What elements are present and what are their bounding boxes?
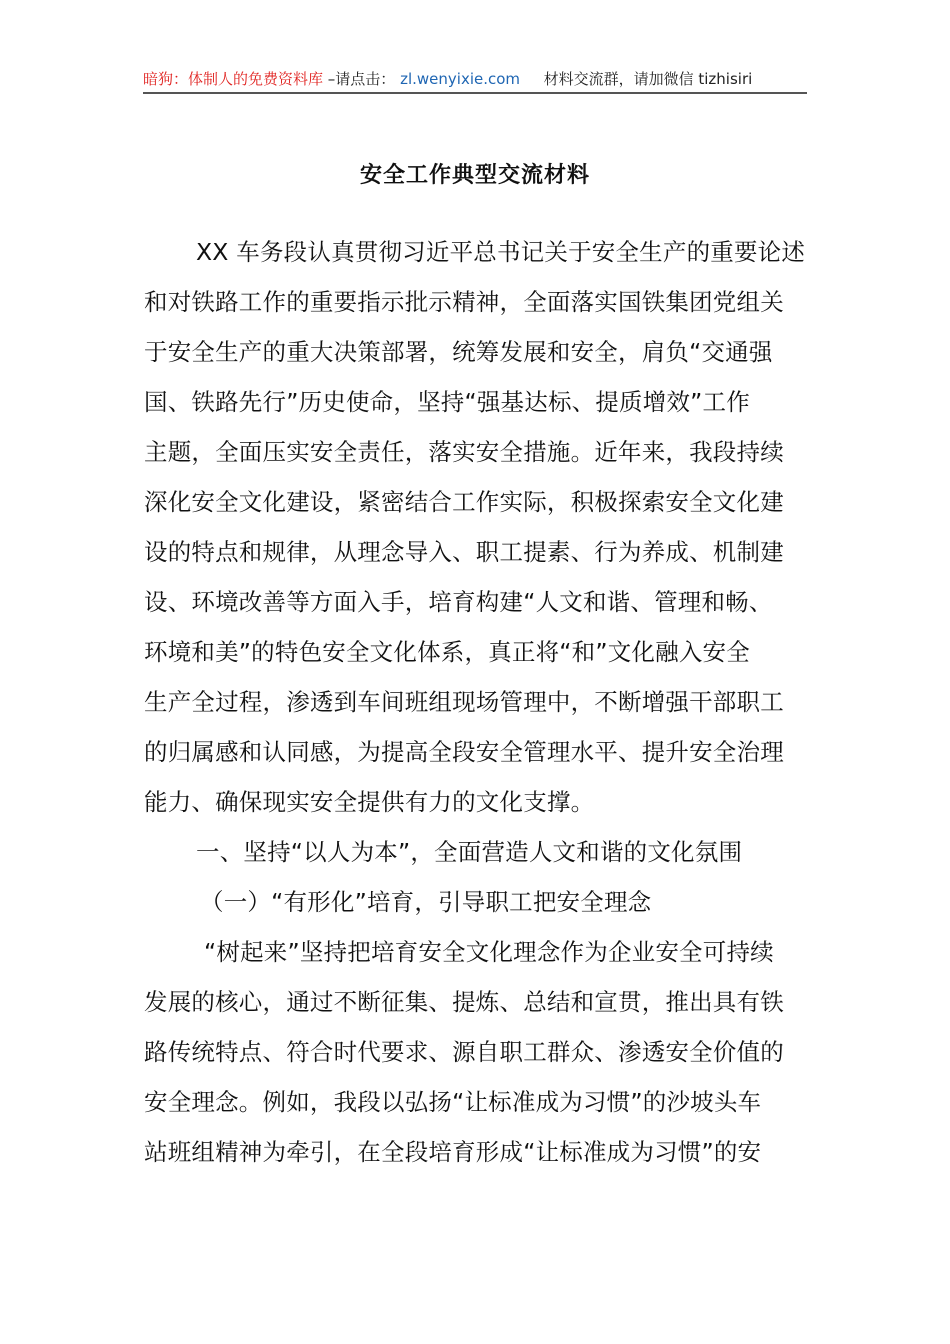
- paragraph-line: 深化安全文化建设，紧密结合工作实际，积极探索安全文化建: [144, 488, 784, 516]
- paragraph-line: 路传统特点、符合时代要求、源自职工群众、渗透安全价值的: [144, 1038, 784, 1066]
- paragraph-line: 能力、确保现实安全提供有力的文化支撑。: [144, 788, 595, 816]
- paragraph-line: 的归属感和认同感，为提高全段安全管理水平、提升安全治理: [144, 738, 784, 766]
- subsection-heading: （一）“有形化”培育，引导职工把安全理念: [200, 888, 652, 916]
- paragraph-line: “树起来”坚持把培育安全文化理念作为企业安全可持续: [204, 938, 774, 966]
- document-title: 安全工作典型交流材料: [359, 163, 590, 188]
- site-link[interactable]: zl.wenyixie.com: [400, 70, 521, 88]
- paragraph-line: 主题，全面压实安全责任，落实安全措施。近年来，我段持续: [144, 438, 784, 466]
- paragraph-line: 安全理念。例如，我段以弘扬“让标准成为习惯”的沙坡头车: [144, 1088, 762, 1116]
- paragraph-line: 发展的核心，通过不断征集、提炼、总结和宣贯，推出具有铁: [144, 988, 784, 1016]
- paragraph-line: 设的特点和规律，从理念导入、职工提素、行为养成、机制建: [144, 538, 784, 566]
- paragraph-line: 于安全生产的重大决策部署，统筹发展和安全，肩负“交通强: [144, 338, 773, 366]
- paragraph-line: 和对铁路工作的重要指示批示精神，全面落实国铁集团党组关: [144, 288, 784, 316]
- paragraph-line: 环境和美”的特色安全文化体系，真正将“和”文化融入安全: [144, 638, 750, 666]
- paragraph-line: 国、铁路先行”历史使命，坚持“强基达标、提质增效”工作: [144, 388, 750, 416]
- section-heading: 一、坚持“以人为本”，全面营造人文和谐的文化氛围: [196, 838, 743, 866]
- paragraph-line: XX 车务段认真贯彻习近平总书记关于安全生产的重要论述: [196, 238, 806, 266]
- cta-text: –请点击：: [327, 70, 396, 88]
- group-text: 材料交流群，请加微信 tizhisiri: [543, 70, 753, 88]
- brand-text: 暗狗：体制人的免费资料库: [143, 70, 324, 88]
- paragraph-line: 生产全过程，渗透到车间班组现场管理中，不断增强干部职工: [144, 688, 784, 716]
- paragraph-line: 站班组精神为牵引，在全段培育形成“让标准成为习惯”的安: [144, 1138, 762, 1166]
- paragraph-line: 设、环境改善等方面入手，培育构建“人文和谐、管理和畅、: [144, 588, 773, 616]
- watermark-header: [143, 66, 807, 94]
